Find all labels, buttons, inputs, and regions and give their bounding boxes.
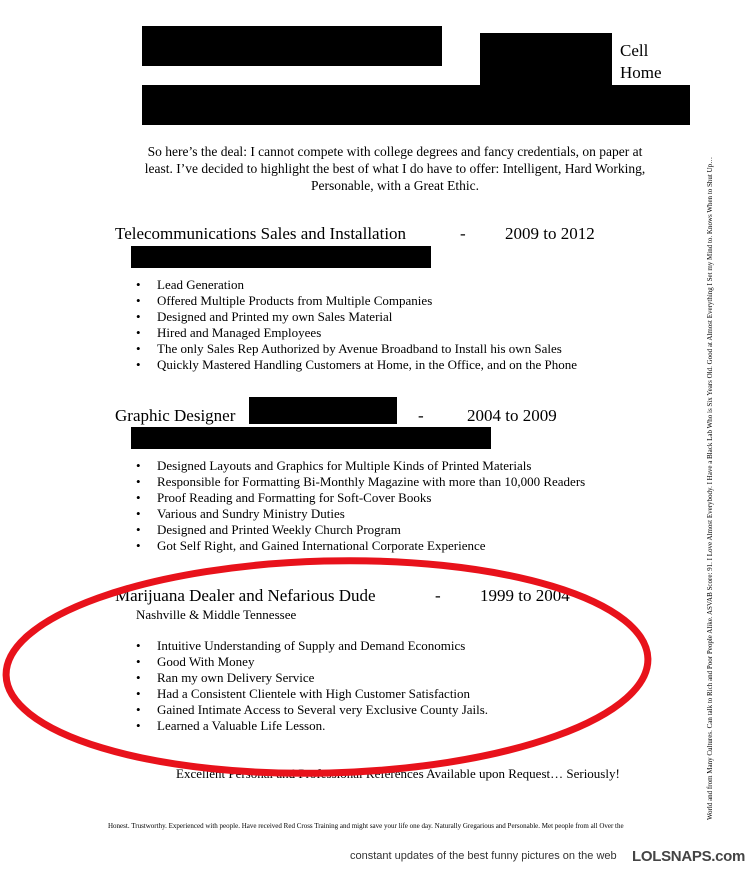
redacted-employer-2a <box>249 397 397 424</box>
list-item: • Designed and Printed my own Sales Material <box>136 309 636 325</box>
footer-text: Honest. Trustworthy. Experienced with people. Have received Red Cross Training and might save your life one day. Naturally Gregarious and Personable. Met people from all Over the <box>108 822 624 830</box>
job-bullets-telecom <box>136 277 636 373</box>
list-item: • Had a Consistent Clientele with High Customer Satisfaction <box>136 686 636 702</box>
job-years: 2009 to 2012 <box>505 224 595 243</box>
contact-cell-label: Cell <box>620 41 649 60</box>
job-title: Marijuana Dealer and Nefarious Dude <box>115 586 376 605</box>
redacted-address <box>142 85 690 125</box>
list-item: • Designed Layouts and Graphics for Multiple Kinds of Printed Materials <box>136 458 636 474</box>
job-title: Graphic Designer <box>115 406 236 425</box>
list-item: • Hired and Managed Employees <box>136 325 636 341</box>
list-item: • Ran my own Delivery Service <box>136 670 636 686</box>
list-item: • Designed and Printed Weekly Church Program <box>136 522 636 538</box>
job-title: Telecommunications Sales and Installation <box>115 224 407 243</box>
job-dash: - <box>460 224 466 243</box>
list-item: • Lead Generation <box>136 277 636 293</box>
redacted-employer-1 <box>131 246 431 268</box>
watermark-brand[interactable]: LOLSNAPS.com <box>632 848 746 865</box>
job-bullets-dealer <box>136 638 636 734</box>
redacted-phone <box>480 33 612 91</box>
list-item: • Intuitive Understanding of Supply and Demand Economics <box>136 638 636 654</box>
job-years: 1999 to 2004 <box>480 586 570 605</box>
list-item: • The only Sales Rep Authorized by Avenue Broadband to Install his own Sales <box>136 341 636 357</box>
list-item: • Learned a Valuable Life Lesson. <box>136 718 636 734</box>
job-dash: - <box>418 406 424 425</box>
list-item: • Quickly Mastered Handling Customers at Home, in the Office, and on the Phone <box>136 357 636 373</box>
job-location: Nashville & Middle Tennessee <box>136 607 297 622</box>
job-dash: - <box>435 586 441 605</box>
list-item: • Responsible for Formatting Bi-Monthly Magazine with more than 10,000 Readers <box>136 474 636 490</box>
job-years: 2004 to 2009 <box>467 406 557 425</box>
redacted-name <box>142 26 442 66</box>
job-heading-telecom <box>115 224 615 244</box>
contact-labels <box>620 40 662 84</box>
list-item: • Offered Multiple Products from Multiple Companies <box>136 293 636 309</box>
job-bullets-graphic <box>136 458 636 554</box>
list-item: • Got Self Right, and Gained International Corporate Experience <box>136 538 636 554</box>
list-item: • Various and Sundry Ministry Duties <box>136 506 636 522</box>
list-item: • Proof Reading and Formatting for Soft-Cover Books <box>136 490 636 506</box>
list-item: • Good With Money <box>136 654 636 670</box>
job-heading-dealer <box>115 586 585 606</box>
list-item: • Gained Intimate Access to Several very Exclusive County Jails. <box>136 702 636 718</box>
references-line: Excellent Personal and Professional References Available upon Request… Seriously! <box>176 766 620 781</box>
side-vertical-text: World and from Many Cultures. Can talk to Rich and Poor People Alike. ASVAB Score: 91. I Love Almost Everybody. I Have a Black Lab Who is Six Years Old. Good at Almost Everything I Set my Mind to. Knows When to Shut Up… <box>706 156 714 820</box>
intro-paragraph: So here’s the deal: I cannot compete with college degrees and fancy credentials, on paper at least. I’ve decided to highlight the best of what I do have to offer: Intelligent, Hard Working, Personable, with a Great Ethic. <box>144 144 646 193</box>
watermark-tagline: constant updates of the best funny pictures on the web <box>350 850 617 862</box>
redacted-employer-2b <box>131 427 491 449</box>
contact-home-label: Home <box>620 63 662 82</box>
